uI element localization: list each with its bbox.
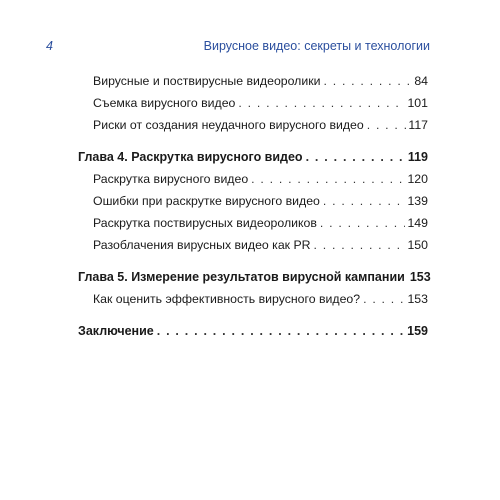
toc-entry (78, 212, 428, 234)
toc-entry-title: Риски от создания неудачного вирусного видео (93, 118, 364, 132)
toc-entry-page: 139 (407, 194, 428, 208)
toc-conclusion (78, 320, 428, 342)
toc-entry (78, 190, 428, 212)
toc-entry (78, 168, 428, 190)
toc-entry-page: 120 (407, 172, 428, 186)
toc-entry-page: 117 (408, 118, 428, 132)
toc-entry (78, 288, 428, 310)
dot-leader (363, 288, 405, 310)
toc-entry-title: Ошибки при раскрутке вирусного видео (93, 194, 320, 208)
toc-entry (78, 234, 428, 256)
table-of-contents (78, 70, 431, 342)
dot-leader (157, 320, 405, 342)
dot-leader (306, 146, 406, 168)
toc-chapter-title: Глава 5. Измерение результатов вирусной кампании (78, 270, 405, 284)
toc-entry-page: 150 (407, 238, 428, 252)
dot-leader (314, 234, 406, 256)
toc-entry-page: 149 (407, 216, 428, 230)
dot-leader (251, 168, 405, 190)
toc-entry-title: Разоблачения вирусных видео как PR (93, 238, 311, 252)
toc-entry (78, 70, 428, 92)
dot-leader (367, 114, 407, 136)
toc-entry-title: Вирусные и поствирусные видеоролики (93, 74, 321, 88)
spacer (78, 256, 428, 266)
toc-entry-page: 153 (407, 292, 428, 306)
toc-chapter-4 (78, 146, 428, 168)
toc-entry-title: Съемка вирусного видео (93, 96, 236, 110)
toc-entry-page: 101 (407, 96, 428, 110)
spacer (78, 136, 428, 146)
spacer (78, 310, 428, 320)
toc-entry-title: Раскрутка вирусного видео (93, 172, 249, 186)
toc-chapter-5 (78, 266, 431, 288)
page-number: 4 (46, 39, 53, 53)
toc-entry-title: Как оценить эффективность вирусного видео? (93, 292, 361, 306)
dot-leader (323, 70, 412, 92)
toc-chapter-title: Заключение (78, 324, 154, 338)
running-head (46, 38, 430, 54)
book-title: Вирусное видео: секреты и технологии (203, 39, 430, 53)
dot-leader (238, 92, 405, 114)
toc-chapter-page: 153 (409, 270, 431, 284)
toc-chapter-title: Глава 4. Раскрутка вирусного видео (78, 150, 303, 164)
toc-chapter-page: 119 (407, 150, 428, 164)
toc-entry-page: 84 (414, 74, 428, 88)
dot-leader (320, 212, 406, 234)
toc-chapter-page: 159 (407, 324, 428, 338)
toc-entry-title: Раскрутка поствирусных видеороликов (93, 216, 317, 230)
toc-entry (78, 114, 428, 136)
toc-entry (78, 92, 428, 114)
dot-leader (323, 190, 406, 212)
